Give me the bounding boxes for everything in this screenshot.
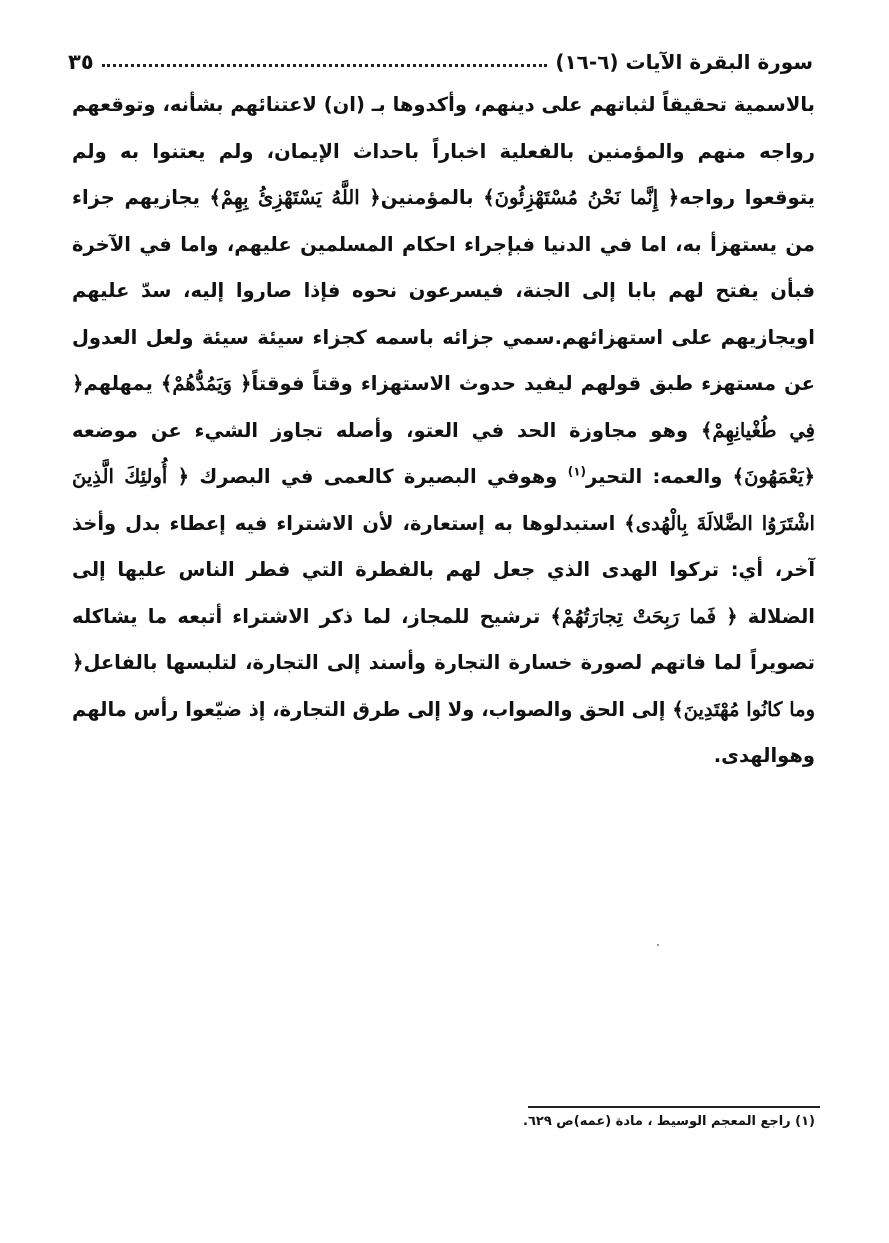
commentary-body — [72, 82, 815, 780]
footnote-separator-rule — [528, 1106, 820, 1108]
body-text-segment: استبدلوها به إستعارة، لأن الاشتراء فيه إعطاء بدل وأخذ آخر، أي: تركوا الهدى الذي جعل لهم بالفطرة التي فطر الناس عليها إلى الضلالة — [72, 511, 815, 628]
body-text-segment: والعمه: التحير — [586, 465, 733, 488]
footnote: (١) راجع المعجم الوسيط ، مادة (عمه)ص ٦٢٩. — [523, 1114, 815, 1129]
quran-verse-quote: ﴿يَعْمَهُونَ﴾ — [732, 465, 815, 488]
page-header — [68, 38, 813, 74]
page-number: ٣٥ — [68, 50, 94, 74]
header-dotted-leader — [102, 64, 548, 67]
body-text-segment: وهوفي البصيرة كالعمى في البصرك — [189, 465, 568, 488]
body-text-segment: ترشيح للمجاز، لما ذكر الاشتراء أتبعه ما يشاكله تصويراً لما فاتهم لصورة خسارة التجارة وأسند إلى التجارة، لتلبسها بالفاعل — [72, 604, 815, 674]
quran-verse-quote: ﴿ أُولئِكَ الَّذِينَ اشْتَرَوُا الضَّلالَةَ بِالْهُدى﴾ — [72, 465, 815, 535]
body-text-segment: وهو مجاوزة الحد في العتو، وأصله تجاوز الشيء عن موضعه — [72, 418, 701, 442]
quran-verse-quote: ﴿ وَيَمُدُّهُمْ﴾ — [160, 372, 252, 395]
body-text-segment: بالاسمية تحقيقاً لثباتهم على دينهم، وأكدوها بـ (ان) لاعتنائهم بشأنه، وتوقعهم رواجه منهم والمؤمنين بالفعلية اخباراً باحداث الإيمان، ولم يعتنوا به ولم يتوقعوا رواجه — [72, 93, 815, 209]
quran-verse-quote: ﴿ فِي طُغْيانِهِمْ﴾ — [72, 372, 815, 442]
footnote-reference-marker: (١) — [567, 464, 587, 479]
body-text-segment: بالمؤمنين — [380, 186, 484, 209]
body-text-segment: يجازيهم جزاء من يستهزأ به، اما في الدنيا فبإجراء احكام المسلمين عليهم، واما في الآخرة فبأن يفتح لهم بابا إلى الجنة، فيسرعون نحوه فإذا صاروا إليه، سدّ عليهم اويجازيهم على استهزائهم.سمي جزائه باسمه كجزاء سيئة سيئة ولعل العدول عن مستهزء طبق قولهم ليفيد حدوث الاستهزاء وقتاً فوقتاً — [72, 186, 815, 395]
scan-speck — [657, 944, 659, 946]
commentary-paragraph — [72, 82, 815, 780]
quran-verse-quote: ﴿ اللَّهُ يَسْتَهْزِئُ بِهِمْ﴾ — [209, 186, 381, 209]
quran-verse-quote: ﴿ فَما رَبِحَتْ تِجارَتُهُمْ﴾ — [550, 604, 738, 628]
surah-title: سورة البقرة الآيات (٦-١٦) — [555, 50, 813, 74]
quran-verse-quote: ﴿ إِنَّما نَحْنُ مُسْتَهْزِئُونَ﴾ — [483, 186, 680, 209]
quran-verse-quote: ﴿ وما كانُوا مُهْتَدِينَ﴾ — [72, 651, 815, 721]
body-text-segment: إلى الحق والصواب، ولا إلى طرق التجارة، إذ ضيّعوا رأس مالهم وهوالهدى. — [72, 697, 815, 767]
body-text-segment: يمهلهم — [83, 372, 161, 395]
